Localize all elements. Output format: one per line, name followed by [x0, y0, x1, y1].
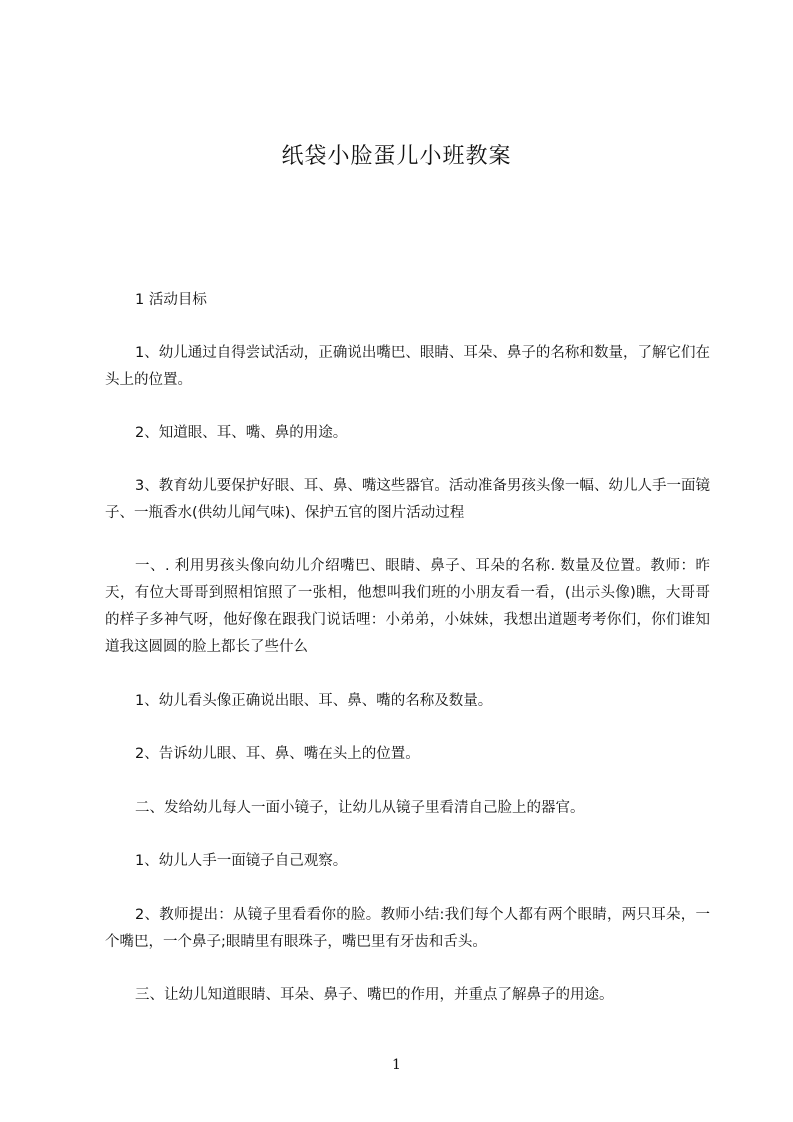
paragraph-section-heading: 1 活动目标: [135, 292, 207, 308]
paragraph-goal-3: 3、教育幼儿要保护好眼、耳、鼻、嘴这些器官。活动准备男孩头像一幅、幼儿人手一面镜子、一瓶香水(供幼儿闻气味)、保护五官的图片活动过程: [105, 478, 710, 521]
paragraph-step-1-1: 1、幼儿看头像正确说出眼、耳、鼻、嘴的名称及数量。: [135, 693, 493, 709]
page-number: 1: [392, 1057, 401, 1073]
paragraph-step-3: 三、让幼儿知道眼睛、耳朵、鼻子、嘴巴的作用，并重点了解鼻子的用途。: [135, 987, 614, 1003]
paragraph-step-2-1: 1、幼儿人手一面镜子自己观察。: [135, 853, 348, 869]
document-title: 纸袋小脸蛋儿小班教案: [281, 144, 512, 169]
paragraph-goal-2: 2、知道眼、耳、嘴、鼻的用途。: [135, 425, 348, 441]
paragraph-goal-1: 1、幼儿通过自得尝试活动，正确说出嘴巴、眼睛、耳朵、鼻子的名称和数量，了解它们在头上的位置。: [105, 345, 710, 388]
paragraph-step-1: 一、. 利用男孩头像向幼儿介绍嘴巴、眼睛、鼻子、耳朵的名称. 数量及位置。教师：昨天，有位大哥哥到照相馆照了一张相，他想叫我们班的小朋友看一看，(出示头像)瞧，大哥哥的样子多神气呀，他好像在跟我门说话哩：小弟弟，小妹妹，我想出道题考考你们，你们谁知道我这圆圆的脸上都长了些什么: [105, 558, 710, 655]
paragraph-step-2-2: 2、教师提出：从镜子里看看你的脸。教师小结:我们每个人都有两个眼睛，两只耳朵，一个嘴巴，一个鼻子;眼睛里有眼珠子，嘴巴里有牙齿和舌头。: [105, 907, 710, 950]
paragraph-step-1-2: 2、告诉幼儿眼、耳、鼻、嘴在头上的位置。: [135, 746, 420, 762]
paragraph-step-2: 二、发给幼儿每人一面小镜子，让幼儿从镜子里看清自己脸上的器官。: [135, 800, 585, 816]
